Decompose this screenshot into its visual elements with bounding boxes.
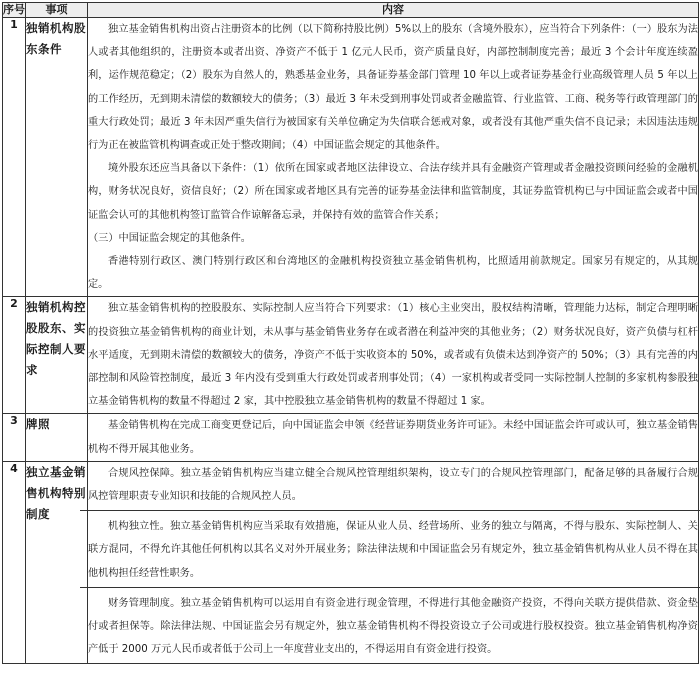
header-no: 序号 bbox=[3, 3, 25, 16]
content-paragraph: 香港特别行政区、澳门特别行政区和台湾地区的金融机构投资独立基金销售机构，比照适用前款规定。国家另有规定的，从其规定。 bbox=[88, 256, 698, 291]
header-content: 内容 bbox=[88, 3, 699, 18]
row-item: 独销机构控股股东、实际控制人要求 bbox=[26, 297, 88, 414]
table-row bbox=[3, 297, 699, 414]
table-row bbox=[3, 461, 699, 664]
row-number: 3 bbox=[3, 414, 26, 461]
row-number: 4 bbox=[3, 461, 26, 664]
row-content bbox=[88, 461, 699, 664]
row-number: 2 bbox=[3, 297, 26, 414]
row-content bbox=[88, 18, 699, 297]
content-paragraph: 独立基金销售机构的控股股东、实际控制人应当符合下列要求：（1）核心主业突出，股权结构清晰，管理能力达标，制定合理明晰的投资独立基金销售机构的商业计划，未从事与基金销售业务存在或者潜在利益冲突的其他业务；（2）财务状况良好，资产负债与杠杆水平适度，无到期未清偿的数额较大的债务，净资产不低于实收资本的 50%，或者或有负债未达到净资产的 50%；（3）具有完善的内部控制和风险管控制度，最近 3 年内没有受到重大行政处罚或者刑事处罚；（4）一家机构或者受同一实际控制人控制的多家机构参股独立基金销售机构的数量不得超过 2 家，其中控股独立基金销售机构的数量不得超过 1 家。 bbox=[88, 303, 698, 408]
table-row bbox=[3, 414, 699, 461]
content-paragraph: 财务管理制度。独立基金销售机构可以运用自有资金进行现金管理，不得进行其他金融资产投资，不得向关联方提供借款、资金垫付或者担保等。除法律法规、中国证监会另有规定外，独立基金销售机构不得投资设立子公司或进行股权投资。独立基金销售机构净资产低于 2000 万元人民币或者低于公司上一年度营业支出的，不得运用自有资金进行投资。 bbox=[88, 597, 698, 656]
regulation-table bbox=[2, 2, 699, 664]
row-item: 牌照 bbox=[26, 414, 88, 461]
row-content bbox=[88, 414, 699, 461]
content-paragraph: 境外股东还应当具备以下条件：（1）依所在国家或者地区法律设立、合法存续并具有金融资产管理或者金融投资顾问经验的金融机构，财务状况良好，资信良好；（2）所在国家或者地区具有完善的证券基金法律和监管制度，其证券监管机构已与中国证监会或者中国证监会认可的其他机构签订监管合作谅解备忘录，并保持有效的监管合作关系； bbox=[88, 163, 698, 221]
content-box bbox=[80, 510, 700, 587]
content-paragraph: 基金销售机构在完成工商变更登记后，向中国证监会申领《经营证券期货业务许可证》。未经中国证监会许可或认可，独立基金销售机构不得开展其他业务。 bbox=[88, 420, 698, 455]
row-item: 独立基金销售机构特别制度 bbox=[26, 461, 88, 664]
row-item: 独销机构股东条件 bbox=[26, 18, 88, 297]
content-box bbox=[80, 587, 700, 664]
content-paragraph: （三）中国证监会规定的其他条件。 bbox=[88, 232, 251, 244]
row-content bbox=[88, 297, 699, 414]
content-paragraph: 合规风控保障。独立基金销售机构应当建立健全合规风控管理组织架构，设立专门的合规风控管理部门，配备足够的具备履行合规风控管理职责专业知识和技能的合规风控人员。 bbox=[88, 467, 698, 503]
content-paragraph: 机构独立性。独立基金销售机构应当采取有效措施，保证从业人员、经营场所、业务的独立与隔离，不得与股东、实际控制人、关联方混同，不得允许其他任何机构以其名义对外开展业务；除法律法规和中国证监会另有规定外，独立基金销售机构从业人员不得在其他机构担任经营性职务。 bbox=[88, 521, 698, 579]
row-number: 1 bbox=[3, 18, 26, 297]
header-item: 事项 bbox=[26, 3, 88, 18]
table-row bbox=[3, 18, 699, 297]
content-paragraph: 独立基金销售机构出资占注册资本的比例（以下简称持股比例）5%以上的股东（含境外股东），应当符合下列条件：（一）股东为法人或者其他组织的，注册资本或者出资、净资产不低于 1 亿元人民币，资产质量良好，内部控制制度完善；最近 3 个会计年度连续盈利，运作规范稳定；（2）股东为自然人的，熟悉基金业务，具备证券基金部门管理 10 年以上或者证券基金行业高级管理人员 5 年以上的工作经历，无到期未清偿的数额较大的债务；（3）最近 3 年未受到刑事处罚或者金融监管、行业监管、工商、税务等行政管理部门的重大行政处罚；最近 3 年未因严重失信行为被国家有关单位确定为失信联合惩戒对象，或者没有其他严重失信不良记录；未因违法违规行为正在被监管机构调查或正处于整改期间；（4）中国证监会规定的其他条件。 bbox=[88, 24, 698, 152]
content-box bbox=[80, 458, 700, 510]
header-row bbox=[3, 3, 699, 18]
